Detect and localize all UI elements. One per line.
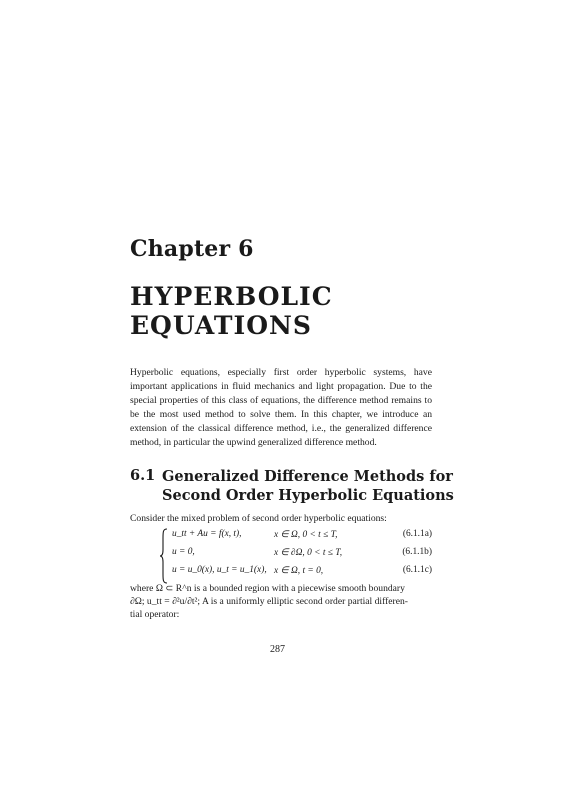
after-line: tial operator: [130,609,180,620]
after-line: ∂Ω; u_tt = ∂²u/∂t²; A is a uniformly elliptic second order partial differen- [130,596,408,607]
equation-lhs: u_tt + Au = f(x, t), [172,529,242,539]
after-paragraph [130,582,432,621]
chapter-label: Chapter 6 [130,236,254,262]
lead-sentence: Consider the mixed problem of second order hyperbolic equations: [130,513,387,524]
equation-row [172,529,432,543]
section-title-line: Generalized Difference Methods for [162,468,453,485]
equation-tag: (6.1.1c) [402,565,432,575]
chapter-title-line: EQUATIONS [130,311,312,340]
section-title [162,467,452,505]
page-number: 287 [270,644,285,655]
intro-paragraph: Hyperbolic equations, especially first order hyperbolic systems, have important applications in fluid mechanics and light propagation. Due to the special properties of this class of equations, the difference method remains to be the most used method to solve them. In this chapter, we introduce an extension of the classical difference method, i.e., the generalized difference method, in particular the upwind generalized difference method. [130,367,432,448]
equation-tag: (6.1.1b) [402,547,432,557]
chapter-title [130,282,333,340]
equation-lhs: u = u_0(x), u_t = u_1(x), [172,565,267,575]
equation-lhs: u = 0, [172,547,195,557]
equation-condition: x ∈ Ω, t = 0, [274,566,324,576]
after-line: where Ω ⊂ R^n is a bounded region with a piecewise smooth boundary [130,583,405,594]
equation-tag: (6.1.1a) [402,529,432,539]
equation-row [172,547,432,561]
section-number: 6.1 [130,467,156,484]
equation-condition: x ∈ Ω, 0 < t ≤ T, [274,530,338,540]
section-title-line: Second Order Hyperbolic Equations [162,487,454,504]
equation-condition: x ∈ ∂Ω, 0 < t ≤ T, [274,548,343,558]
equation-row [172,565,432,579]
equation-brace [159,528,169,584]
chapter-title-line: HYPERBOLIC [130,282,333,311]
